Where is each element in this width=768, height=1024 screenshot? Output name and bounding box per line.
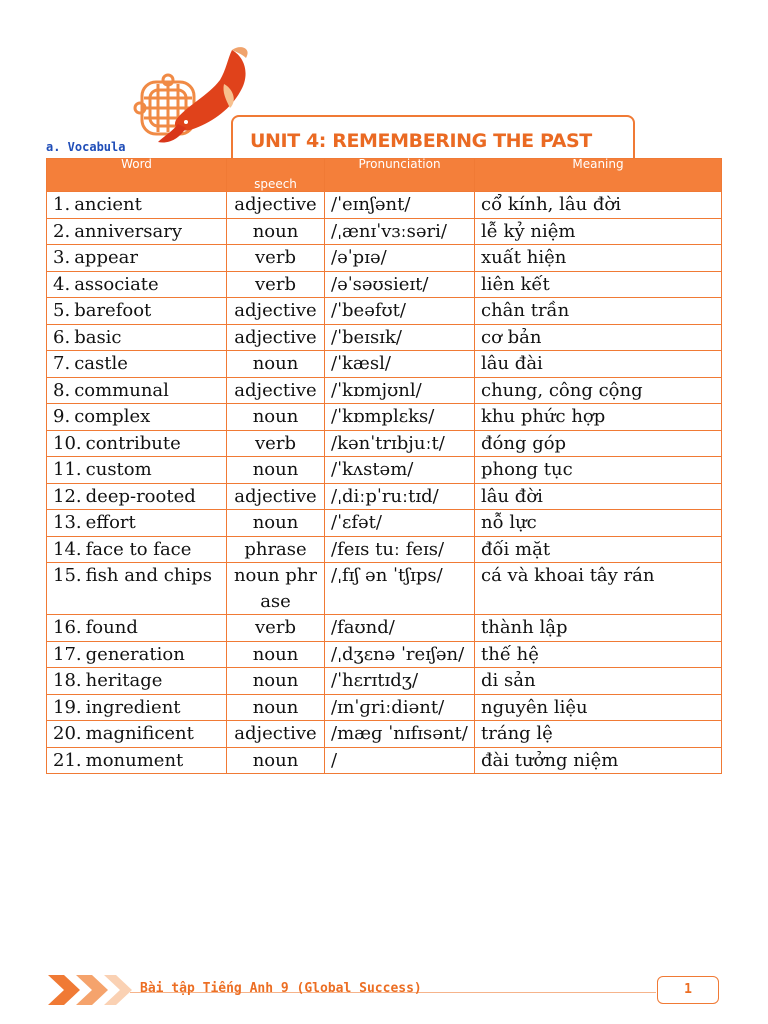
pronunciation-cell: /ˈbeɪsɪk/ [325,324,475,351]
row-number: 5. [53,300,71,321]
word-text: appear [74,247,138,268]
word-text: found [85,617,138,638]
meaning-cell: cổ kính, lâu đời [475,192,722,219]
table-row [47,483,722,510]
part-of-speech-cell: phrase [227,536,325,563]
unit-title: UNIT 4: REMEMBERING THE PAST [250,130,592,152]
pronunciation-cell: /mæɡ ˈnɪfɪsənt/ [325,721,475,748]
table-row [47,721,722,748]
meaning-cell: thành lập [475,615,722,642]
row-number: 15. [53,565,82,586]
meaning-cell: xuất hiện [475,245,722,272]
meaning-cell: liên kết [475,271,722,298]
word-cell [47,192,227,219]
table-row [47,298,722,325]
word-cell [47,324,227,351]
word-cell [47,510,227,537]
row-number: 12. [53,485,82,507]
pronunciation-cell: /faʊnd/ [325,615,475,642]
word-cell [47,271,227,298]
word-cell [47,245,227,272]
word-text: heritage [85,670,163,691]
meaning-cell: lâu đời [475,483,722,510]
row-number: 19. [53,696,82,718]
row-number: 20. [53,723,82,744]
table-header-row [47,159,722,192]
word-text: magnificent [85,723,194,744]
pronunciation-cell: /ˌdʒɛnə ˈreɪʃən/ [325,641,475,668]
word-text: custom [85,459,152,480]
meaning-cell: phong tục [475,457,722,484]
part-of-speech-cell: noun [227,668,325,695]
word-cell [47,351,227,378]
word-text: communal [74,379,169,401]
part-of-speech-cell: adjective [227,298,325,325]
word-text: associate [74,273,159,295]
pronunciation-cell: /əˈsəʊsieɪt/ [325,271,475,298]
word-text: face to face [85,538,192,560]
pronunciation-cell: /ˈeɪnʃənt/ [325,192,475,219]
pronunciation-cell: /ɪnˈɡriːdiənt/ [325,694,475,721]
meaning-cell: nỗ lực [475,510,722,537]
part-of-speech-cell: noun [227,510,325,537]
meaning-cell: di sản [475,668,722,695]
word-cell [47,668,227,695]
column-header-pronunciation: Pronunciation [325,159,475,192]
pronunciation-cell: /kənˈtrɪbjuːt/ [325,430,475,457]
word-cell [47,615,227,642]
table-row [47,377,722,404]
footer-title: Bài tập Tiếng Anh 9 (Global Success) [140,981,422,996]
meaning-cell: đối mặt [475,536,722,563]
column-header-part-of-speech: speech [227,159,325,192]
word-text: contribute [85,432,181,454]
table-row [47,563,722,615]
meaning-cell: lâu đài [475,351,722,378]
meaning-cell: nguyên liệu [475,694,722,721]
pronunciation-cell: /ˈhɛrɪtɪdʒ/ [325,668,475,695]
row-number: 3. [53,247,71,268]
part-of-speech-cell: noun [227,457,325,484]
section-label: a. Vocabula [46,140,126,154]
part-of-speech-cell: adjective [227,324,325,351]
meaning-cell: cá và khoai tây rán [475,563,722,615]
row-number: 14. [53,538,82,560]
row-number: 4. [53,273,71,295]
word-cell [47,218,227,245]
part-of-speech-cell: noun [227,641,325,668]
pronunciation-cell: /ˌænɪˈvɜːsəri/ [325,218,475,245]
meaning-cell: lễ kỷ niệm [475,218,722,245]
table-row [47,404,722,431]
part-of-speech-cell: adjective [227,377,325,404]
row-number: 2. [53,220,71,242]
row-number: 17. [53,643,82,665]
table-row [47,430,722,457]
part-of-speech-cell: verb [227,615,325,642]
meaning-cell: đài tưởng niệm [475,747,722,774]
meaning-cell: tráng lệ [475,721,722,748]
word-text: ancient [74,194,142,215]
word-cell [47,377,227,404]
row-number: 18. [53,670,82,691]
table-row [47,245,722,272]
word-text: ingredient [85,696,181,718]
row-number: 13. [53,512,82,533]
row-number: 7. [53,353,71,374]
page-number: 1 [657,976,719,1004]
word-cell [47,694,227,721]
meaning-cell: đóng góp [475,430,722,457]
word-cell [47,721,227,748]
pronunciation-cell: /ˌfɪʃ ən ˈtʃɪps/ [325,563,475,615]
pronunciation-cell: /ˈkʌstəm/ [325,457,475,484]
pronunciation-cell: /ˈkɒmjʊnl/ [325,377,475,404]
row-number: 1. [53,194,71,215]
pronunciation-cell: /ˌdiːpˈruːtɪd/ [325,483,475,510]
table-row [47,218,722,245]
pronunciation-cell: /ˈbeəfʊt/ [325,298,475,325]
pronunciation-cell: /feɪs tuː feɪs/ [325,536,475,563]
word-cell [47,457,227,484]
table-row [47,615,722,642]
table-row [47,324,722,351]
meaning-cell: chân trần [475,298,722,325]
word-text: anniversary [74,220,183,242]
word-text: deep-rooted [85,485,196,507]
pronunciation-cell: /ˈkæsl/ [325,351,475,378]
part-of-speech-cell: adjective [227,192,325,219]
word-text: generation [85,643,185,665]
pronunciation-cell: / [325,747,475,774]
word-cell [47,563,227,615]
table-row [47,351,722,378]
word-text: fish and chips [85,565,212,586]
word-cell [47,747,227,774]
table-row [47,271,722,298]
row-number: 16. [53,617,82,638]
row-number: 21. [53,749,82,771]
table-row [47,694,722,721]
part-of-speech-cell: noun [227,351,325,378]
table-row [47,668,722,695]
word-text: castle [74,353,128,374]
part-of-speech-cell: adjective [227,483,325,510]
row-number: 8. [53,379,71,401]
part-of-speech-cell: noun [227,747,325,774]
row-number: 6. [53,326,71,348]
table-row [47,192,722,219]
row-number: 9. [53,406,71,427]
word-text: effort [85,512,136,533]
meaning-cell: khu phức hợp [475,404,722,431]
part-of-speech-cell: noun phrase [227,563,325,615]
row-number: 11. [53,459,82,480]
meaning-cell: chung, công cộng [475,377,722,404]
chevron-arrows-icon [46,973,136,1007]
word-text: basic [74,326,122,348]
part-of-speech-cell: noun [227,694,325,721]
column-header-meaning: Meaning [475,159,722,192]
table-row [47,510,722,537]
meaning-cell: thế hệ [475,641,722,668]
part-of-speech-cell: adjective [227,721,325,748]
pronunciation-cell: /əˈpɪə/ [325,245,475,272]
table-row [47,747,722,774]
part-of-speech-cell: verb [227,271,325,298]
table-row [47,457,722,484]
meaning-cell: cơ bản [475,324,722,351]
table-row [47,536,722,563]
word-text: barefoot [74,300,152,321]
word-cell [47,298,227,325]
column-header-word: Word [47,159,227,192]
word-cell [47,536,227,563]
part-of-speech-cell: verb [227,245,325,272]
pronunciation-cell: /ˈkɒmplɛks/ [325,404,475,431]
word-text: complex [74,406,151,427]
word-cell [47,404,227,431]
part-of-speech-cell: noun [227,404,325,431]
word-cell [47,430,227,457]
part-of-speech-cell: verb [227,430,325,457]
vocabulary-table [46,158,722,774]
part-of-speech-cell: noun [227,218,325,245]
table-row [47,641,722,668]
row-number: 10. [53,432,82,454]
word-text: monument [85,749,184,771]
word-cell [47,641,227,668]
word-cell [47,483,227,510]
pronunciation-cell: /ˈɛfət/ [325,510,475,537]
